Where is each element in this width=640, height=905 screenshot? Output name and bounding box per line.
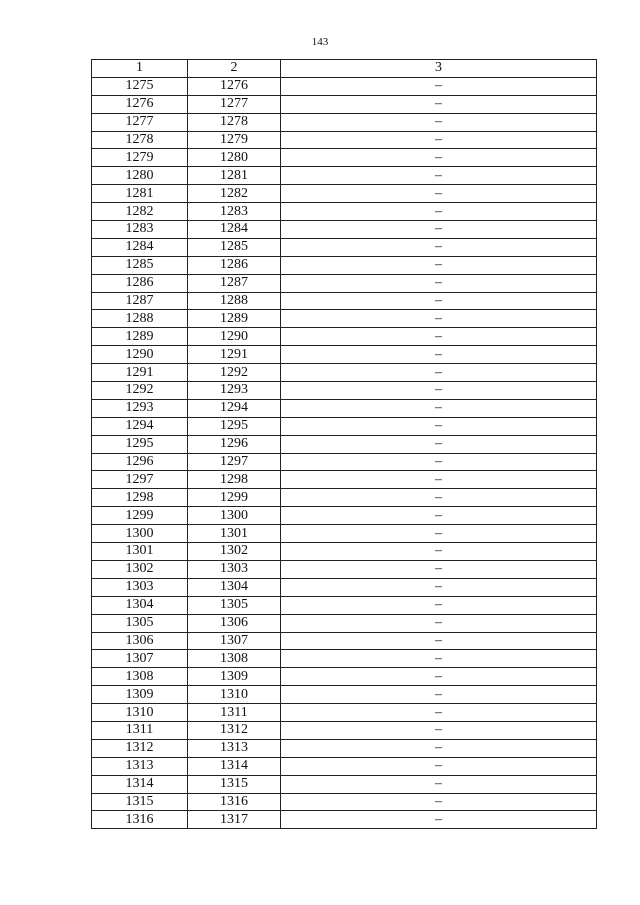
table-cell-col-1: 1314 bbox=[92, 775, 188, 793]
table-cell-col-2: 1292 bbox=[188, 364, 281, 382]
table-cell-col-1: 1307 bbox=[92, 650, 188, 668]
table-cell-col-3: – bbox=[281, 185, 597, 203]
table-row bbox=[92, 686, 597, 704]
table-row bbox=[92, 560, 597, 578]
table-cell-col-3: – bbox=[281, 632, 597, 650]
table-cell-col-2: 1300 bbox=[188, 507, 281, 525]
table-cell-col-3: – bbox=[281, 292, 597, 310]
table-cell-col-1: 1285 bbox=[92, 256, 188, 274]
table-cell-col-2: 1309 bbox=[188, 668, 281, 686]
table-cell-col-1: 1313 bbox=[92, 757, 188, 775]
table-row bbox=[92, 256, 597, 274]
table-row bbox=[92, 435, 597, 453]
table-cell-col-2: 1279 bbox=[188, 131, 281, 149]
table-cell-col-3: – bbox=[281, 95, 597, 113]
table-cell-col-3: – bbox=[281, 221, 597, 239]
table-cell-col-2: 1308 bbox=[188, 650, 281, 668]
table-row bbox=[92, 775, 597, 793]
table-cell-col-3: – bbox=[281, 704, 597, 722]
table-row bbox=[92, 382, 597, 400]
table-cell-col-1: 1288 bbox=[92, 310, 188, 328]
table-cell-col-2: 1301 bbox=[188, 525, 281, 543]
table-cell-col-2: 1276 bbox=[188, 77, 281, 95]
table-cell-col-3: – bbox=[281, 77, 597, 95]
table-cell-col-2: 1283 bbox=[188, 203, 281, 221]
table-cell-col-2: 1282 bbox=[188, 185, 281, 203]
table-cell-col-2: 1302 bbox=[188, 543, 281, 561]
table-row bbox=[92, 668, 597, 686]
table-row bbox=[92, 525, 597, 543]
table-row bbox=[92, 793, 597, 811]
table-cell-col-1: 1279 bbox=[92, 149, 188, 167]
table-cell-col-3: – bbox=[281, 560, 597, 578]
table-cell-col-3: – bbox=[281, 203, 597, 221]
table-cell-col-3: – bbox=[281, 793, 597, 811]
table-cell-col-3: – bbox=[281, 721, 597, 739]
table-cell-col-1: 1298 bbox=[92, 489, 188, 507]
table-row bbox=[92, 221, 597, 239]
table-cell-col-3: – bbox=[281, 453, 597, 471]
table-cell-col-3: – bbox=[281, 596, 597, 614]
table-cell-col-1: 1316 bbox=[92, 811, 188, 829]
table-row bbox=[92, 596, 597, 614]
table-cell-col-1: 1289 bbox=[92, 328, 188, 346]
table-cell-col-2: 1305 bbox=[188, 596, 281, 614]
table-cell-col-2: 1317 bbox=[188, 811, 281, 829]
table-cell-col-1: 1282 bbox=[92, 203, 188, 221]
table-cell-col-1: 1308 bbox=[92, 668, 188, 686]
table-cell-col-2: 1310 bbox=[188, 686, 281, 704]
table-cell-col-2: 1314 bbox=[188, 757, 281, 775]
table-row bbox=[92, 310, 597, 328]
table-cell-col-3: – bbox=[281, 113, 597, 131]
table-row bbox=[92, 453, 597, 471]
table-cell-col-1: 1311 bbox=[92, 721, 188, 739]
table-cell-col-3: – bbox=[281, 399, 597, 417]
table-cell-col-2: 1312 bbox=[188, 721, 281, 739]
table-row bbox=[92, 185, 597, 203]
table-row bbox=[92, 399, 597, 417]
table-cell-col-3: – bbox=[281, 686, 597, 704]
table-cell-col-1: 1306 bbox=[92, 632, 188, 650]
table-cell-col-3: – bbox=[281, 650, 597, 668]
table-cell-col-2: 1313 bbox=[188, 739, 281, 757]
table-cell-col-1: 1287 bbox=[92, 292, 188, 310]
table-cell-col-2: 1298 bbox=[188, 471, 281, 489]
table-cell-col-1: 1281 bbox=[92, 185, 188, 203]
table-row bbox=[92, 417, 597, 435]
table-row bbox=[92, 578, 597, 596]
table-cell-col-3: – bbox=[281, 525, 597, 543]
table-cell-col-1: 1294 bbox=[92, 417, 188, 435]
table-cell-col-1: 1297 bbox=[92, 471, 188, 489]
table-cell-col-1: 1295 bbox=[92, 435, 188, 453]
table-cell-col-2: 1291 bbox=[188, 346, 281, 364]
table-row bbox=[92, 113, 597, 131]
table-cell-col-1: 1284 bbox=[92, 238, 188, 256]
table-cell-col-1: 1300 bbox=[92, 525, 188, 543]
table-row bbox=[92, 507, 597, 525]
table-cell-col-3: – bbox=[281, 757, 597, 775]
table-cell-col-2: 1303 bbox=[188, 560, 281, 578]
table-cell-col-1: 1302 bbox=[92, 560, 188, 578]
table-cell-col-2: 1293 bbox=[188, 382, 281, 400]
table-row bbox=[92, 811, 597, 829]
table-cell-col-2: 1277 bbox=[188, 95, 281, 113]
table-row bbox=[92, 77, 597, 95]
table-cell-col-1: 1310 bbox=[92, 704, 188, 722]
table-cell-col-1: 1290 bbox=[92, 346, 188, 364]
table-cell-col-3: – bbox=[281, 274, 597, 292]
table-cell-col-3: – bbox=[281, 775, 597, 793]
table-cell-col-3: – bbox=[281, 578, 597, 596]
column-header-2: 2 bbox=[188, 60, 281, 78]
table-cell-col-2: 1297 bbox=[188, 453, 281, 471]
table-cell-col-2: 1280 bbox=[188, 149, 281, 167]
table-cell-col-1: 1291 bbox=[92, 364, 188, 382]
table-cell-col-2: 1278 bbox=[188, 113, 281, 131]
table-cell-col-1: 1305 bbox=[92, 614, 188, 632]
table-cell-col-1: 1299 bbox=[92, 507, 188, 525]
table-cell-col-2: 1289 bbox=[188, 310, 281, 328]
table-header bbox=[92, 60, 597, 78]
table-row bbox=[92, 292, 597, 310]
table-row bbox=[92, 95, 597, 113]
table-cell-col-3: – bbox=[281, 507, 597, 525]
table-cell-col-1: 1277 bbox=[92, 113, 188, 131]
table-row bbox=[92, 614, 597, 632]
table-cell-col-2: 1311 bbox=[188, 704, 281, 722]
table-cell-col-3: – bbox=[281, 256, 597, 274]
table-row bbox=[92, 131, 597, 149]
table-cell-col-2: 1287 bbox=[188, 274, 281, 292]
table-row bbox=[92, 721, 597, 739]
table-cell-col-1: 1303 bbox=[92, 578, 188, 596]
table-cell-col-3: – bbox=[281, 668, 597, 686]
table-cell-col-1: 1275 bbox=[92, 77, 188, 95]
table-row bbox=[92, 274, 597, 292]
table-cell-col-1: 1276 bbox=[92, 95, 188, 113]
table-cell-col-3: – bbox=[281, 364, 597, 382]
table-cell-col-1: 1304 bbox=[92, 596, 188, 614]
table-cell-col-2: 1284 bbox=[188, 221, 281, 239]
table-cell-col-1: 1280 bbox=[92, 167, 188, 185]
table-cell-col-3: – bbox=[281, 417, 597, 435]
table-row bbox=[92, 346, 597, 364]
table-cell-col-3: – bbox=[281, 543, 597, 561]
table-cell-col-3: – bbox=[281, 382, 597, 400]
table-cell-col-3: – bbox=[281, 328, 597, 346]
table-cell-col-2: 1299 bbox=[188, 489, 281, 507]
table-cell-col-2: 1281 bbox=[188, 167, 281, 185]
table-row bbox=[92, 543, 597, 561]
table-body bbox=[92, 77, 597, 828]
table-cell-col-2: 1315 bbox=[188, 775, 281, 793]
table-cell-col-3: – bbox=[281, 435, 597, 453]
table-row bbox=[92, 650, 597, 668]
table-cell-col-2: 1296 bbox=[188, 435, 281, 453]
table-row bbox=[92, 739, 597, 757]
table-row bbox=[92, 328, 597, 346]
table-row bbox=[92, 632, 597, 650]
table-cell-col-2: 1316 bbox=[188, 793, 281, 811]
table-cell-col-1: 1315 bbox=[92, 793, 188, 811]
table-row bbox=[92, 757, 597, 775]
table-cell-col-3: – bbox=[281, 167, 597, 185]
table-cell-col-3: – bbox=[281, 739, 597, 757]
table-cell-col-2: 1286 bbox=[188, 256, 281, 274]
table-row bbox=[92, 704, 597, 722]
table-cell-col-1: 1312 bbox=[92, 739, 188, 757]
table-cell-col-1: 1278 bbox=[92, 131, 188, 149]
table-cell-col-2: 1307 bbox=[188, 632, 281, 650]
table-cell-col-3: – bbox=[281, 489, 597, 507]
page-number: 143 bbox=[311, 36, 329, 48]
table-cell-col-2: 1304 bbox=[188, 578, 281, 596]
table-cell-col-3: – bbox=[281, 149, 597, 167]
table-cell-col-2: 1290 bbox=[188, 328, 281, 346]
table-row bbox=[92, 489, 597, 507]
table-cell-col-1: 1293 bbox=[92, 399, 188, 417]
table-row bbox=[92, 238, 597, 256]
table-row bbox=[92, 167, 597, 185]
table-row bbox=[92, 203, 597, 221]
table-cell-col-3: – bbox=[281, 310, 597, 328]
table-cell-col-2: 1285 bbox=[188, 238, 281, 256]
table-cell-col-1: 1292 bbox=[92, 382, 188, 400]
table-cell-col-1: 1283 bbox=[92, 221, 188, 239]
table-cell-col-3: – bbox=[281, 238, 597, 256]
table-cell-col-1: 1286 bbox=[92, 274, 188, 292]
header-row bbox=[92, 60, 597, 78]
table-cell-col-3: – bbox=[281, 811, 597, 829]
table-cell-col-2: 1288 bbox=[188, 292, 281, 310]
table-cell-col-2: 1306 bbox=[188, 614, 281, 632]
table-row bbox=[92, 364, 597, 382]
table-row bbox=[92, 471, 597, 489]
column-header-3: 3 bbox=[281, 60, 597, 78]
column-header-1: 1 bbox=[92, 60, 188, 78]
table-cell-col-3: – bbox=[281, 131, 597, 149]
table-cell-col-3: – bbox=[281, 471, 597, 489]
table-cell-col-3: – bbox=[281, 614, 597, 632]
data-table bbox=[91, 59, 597, 829]
table-cell-col-1: 1309 bbox=[92, 686, 188, 704]
table-cell-col-2: 1294 bbox=[188, 399, 281, 417]
table-cell-col-1: 1296 bbox=[92, 453, 188, 471]
table-cell-col-3: – bbox=[281, 346, 597, 364]
table-cell-col-1: 1301 bbox=[92, 543, 188, 561]
table-cell-col-2: 1295 bbox=[188, 417, 281, 435]
table-row bbox=[92, 149, 597, 167]
